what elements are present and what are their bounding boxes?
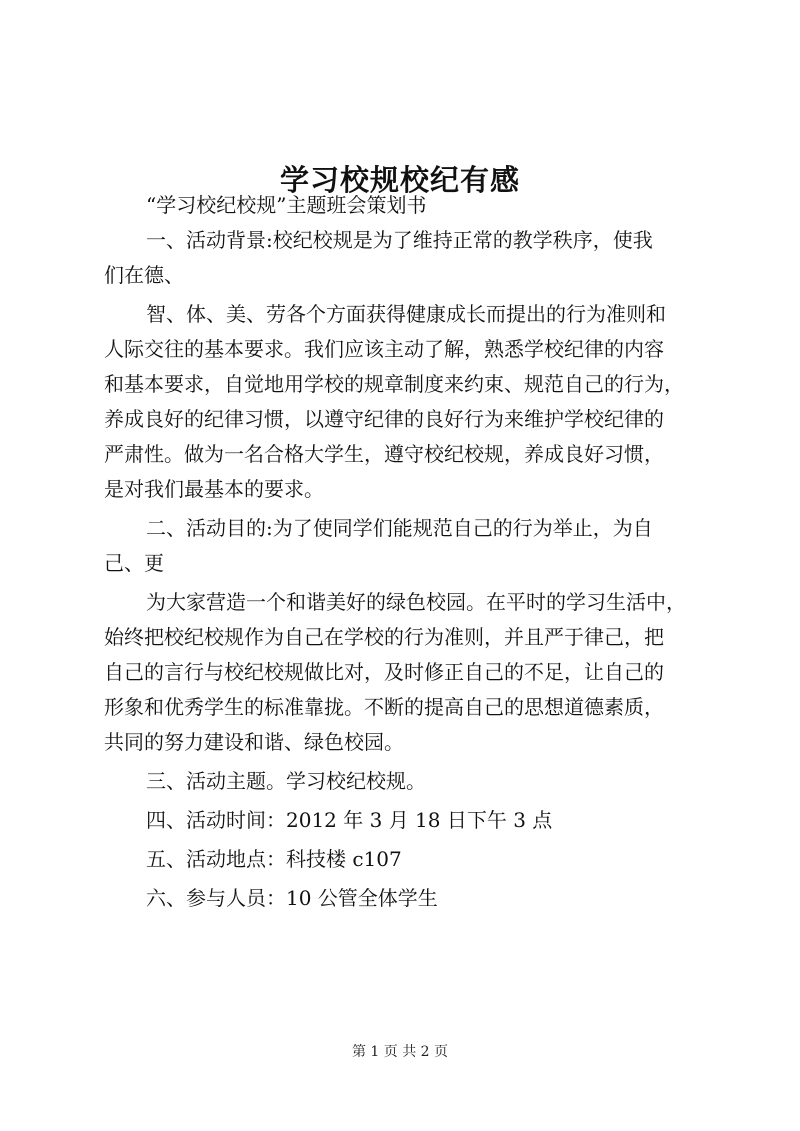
paragraph-line: 六、参与人员：10 公管全体学生 [146, 886, 438, 910]
page-number-footer: 第 1 页 共 2 页 [351, 1044, 449, 1060]
paragraph-line: 四、活动时间：2012 年 3 月 18 日下午 3 点 [146, 808, 553, 832]
document-title: 学习校规校纪有感 [279, 163, 520, 198]
document-body [104, 188, 704, 916]
paragraph-line: 共同的努力建设和谐、绿色校园。 [104, 730, 404, 754]
paragraph-line: 三、活动主题。学习校纪校规。 [146, 769, 426, 793]
paragraph-line: 始终把校纪校规作为自己在学校的行为准则，并且严于律己，把 [104, 625, 664, 649]
paragraph-line: 五、活动地点：科技楼 c107 [146, 847, 402, 871]
paragraph-line: 一、活动背景:校纪校规是为了维持正常的教学秩序，使我 [146, 228, 653, 252]
paragraph-line: 养成良好的纪律习惯，以遵守纪律的良好行为来维护学校纪律的 [104, 407, 664, 431]
paragraph-line: 自己的言行与校纪校规做比对，及时修正自己的不足，让自己的 [104, 660, 664, 684]
paragraph-line: 严肃性。做为一名合格大学生，遵守校纪校规，养成良好习惯， [104, 442, 664, 466]
paragraph-line: 形象和优秀学生的标准靠拢。不断的提高自己的思想道德素质， [104, 695, 664, 719]
paragraph-line: 己、更 [104, 551, 164, 575]
paragraph-line: 为大家营造一个和谐美好的绿色校园。在平时的学习生活中， [146, 590, 686, 614]
paragraph-line: 智、体、美、劳各个方面获得健康成长而提出的行为准则和 [146, 302, 666, 326]
paragraph-line: 是对我们最基本的要求。 [104, 477, 324, 501]
paragraph-line: 们在德、 [104, 263, 184, 287]
paragraph-line: 二、活动目的:为了使同学们能规范自己的行为举止，为自 [146, 516, 653, 540]
paragraph-line: 和基本要求，自觉地用学校的规章制度来约束、规范自己的行为， [104, 372, 684, 396]
subtitle-line: “学习校纪校规”主题班会策划书 [146, 193, 427, 217]
paragraph-line: 人际交往的基本要求。我们应该主动了解，熟悉学校纪律的内容 [104, 337, 664, 361]
